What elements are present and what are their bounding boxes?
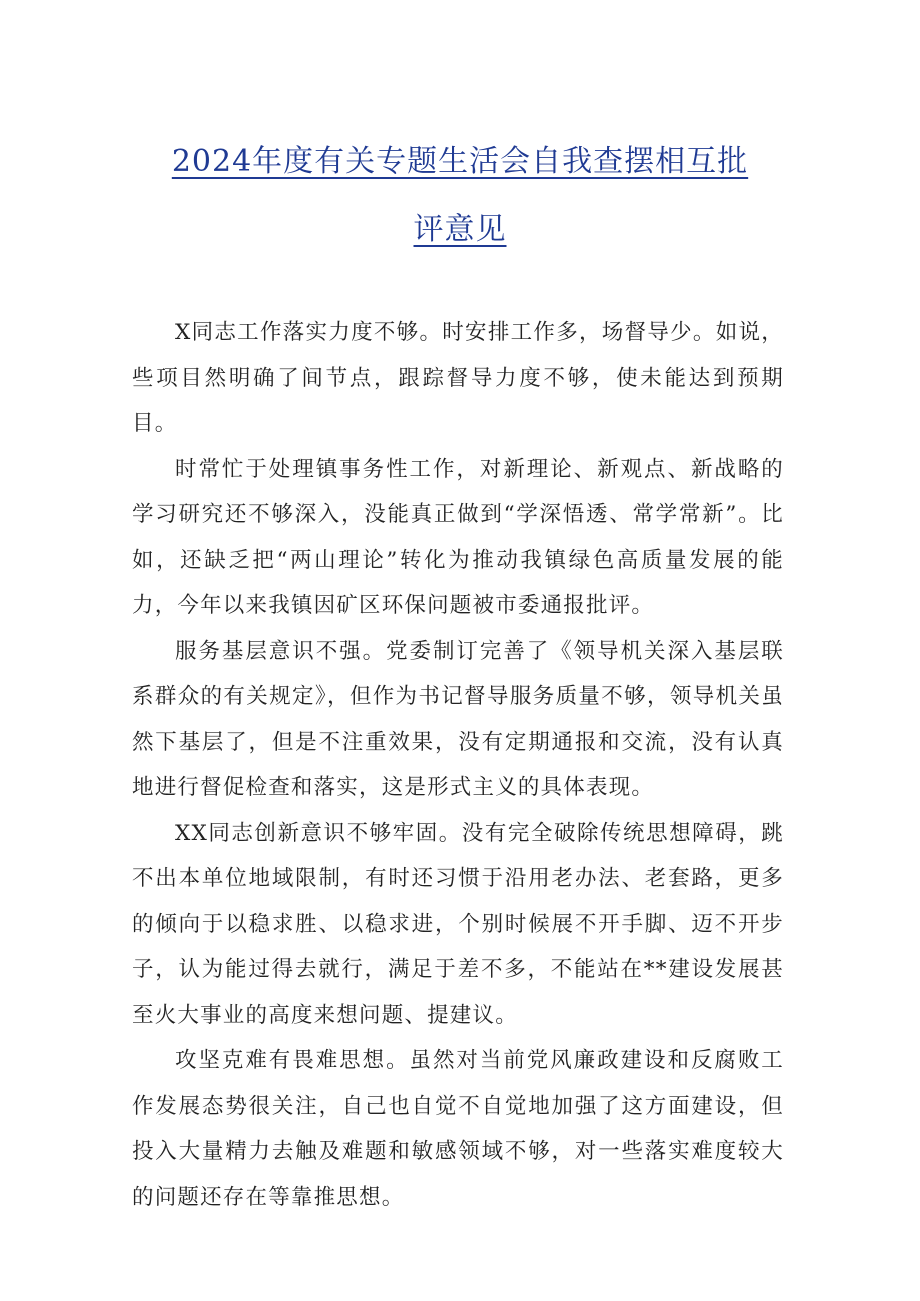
paragraph-4: XX同志创新意识不够牢固。没有完全破除传统思想障碍，跳不出本单位地域限制，有时还习惯于沿用老办法、老套路，更多的倾向于以稳求胜、以稳求进，个别时候展不开手脚、迈不开步子，认为能过得去就行，满足于差不多，不能站在**建设发展甚至火大事业的高度来想问题、提建议。 bbox=[132, 820, 784, 1028]
paragraph-3: 服务基层意识不强。党委制订完善了《领导机关深入基层联系群众的有关规定》，但作为书记督导服务质量不够，领导机关虽然下基层了，但是不注重效果，没有定期通报和交流，没有认真地进行督促检查和落实，这是形式主义的具体表现。 bbox=[132, 638, 784, 800]
document-title-line-1: 2024年度有关专题生活会自我查摆相互批 bbox=[171, 144, 749, 179]
paragraph-1: X同志工作落实力度不够。时安排工作多，场督导少。如说，些项目然明确了间节点，跟踪督导力度不够，使未能达到预期目。 bbox=[132, 320, 784, 436]
document-title-line-2: 评意见 bbox=[413, 212, 507, 247]
paragraph-2: 时常忙于处理镇事务性工作，对新理论、新观点、新战略的学习研究还不够深入，没能真正做到“学深悟透、常学常新”。比如，还缺乏把“两山理论”转化为推动我镇绿色高质量发展的能力，今年以来我镇因矿区环保问题被市委通报批评。 bbox=[132, 456, 784, 618]
paragraph-5: 攻坚克难有畏难思想。虽然对当前党风廉政建设和反腐败工作发展态势很关注，自己也自觉不自觉地加强了这方面建设，但投入大量精力去触及难题和敏感领域不够，对一些落实难度较大的问题还存在等靠推思想。 bbox=[132, 1048, 784, 1210]
document-body bbox=[132, 310, 784, 1220]
